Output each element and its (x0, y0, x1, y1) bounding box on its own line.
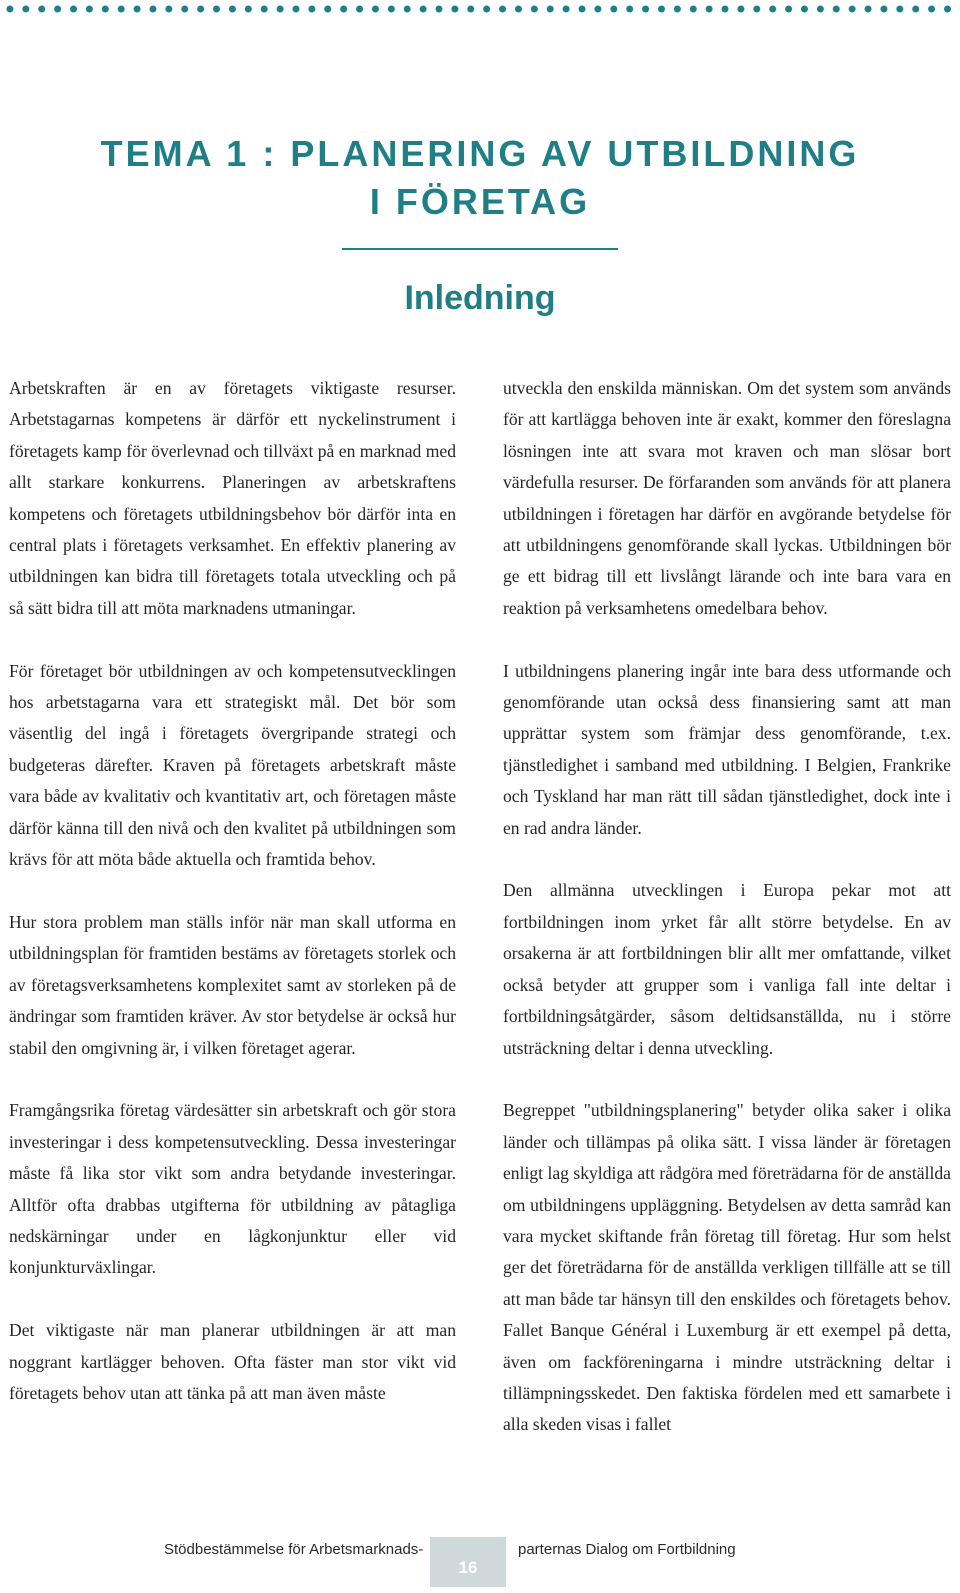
page-footer (0, 1533, 960, 1587)
page-title-line-1: TEMA 1 : PLANERING AV UTBILDNING (100, 133, 860, 174)
dotted-top-border (0, 2, 960, 16)
section-heading: Inledning (404, 279, 556, 317)
page-title (0, 130, 960, 226)
left-text-column (9, 373, 456, 1441)
paragraph: Den allmänna utvecklingen i Europa pekar mot att fortbildningen inom yrket får allt större betydelse. En av orsakerna är att fortbildningen blir allt mer omfattande, vilket också betyder att grupper som i vanliga fall inte deltar i fortbildningsåtgärder, såsom deltidsanställda, nu i större utsträckning deltar i denna utveckling. (503, 880, 951, 1058)
footer-right-text: parternas Dialog om Fortbildning (518, 1541, 736, 1558)
page-number: 16 (430, 1537, 506, 1587)
page-title-line-2: I FÖRETAG (369, 181, 591, 222)
paragraph: Framgångsrika företag värdesätter sin arbetskraft och gör stora investeringar i dess kompetensutveckling. Dessa investeringar måste få lika stor vikt som andra betydande investeringar. Alltför ofta drabbas utgifterna för utbildning av påtagliga nedskärningar under en lågkonjunktur eller vid konjunkturväxlingar. (9, 1100, 456, 1278)
paragraph: För företaget bör utbildningen av och kompetensutvecklingen hos arbetstagarna vara ett strategiskt mål. Det bör som väsentlig del ingå i företagets övergripande strategi och budgeteras därefter. Kraven på företagets arbetskraft måste vara både av kvalitativ och kvantitativ art, och företagen måste därför känna till den nivå och den kvalitet på utbildningen som krävs för att möta både aktuella och framtida behov. (9, 660, 456, 870)
paragraph: utveckla den enskilda människan. Om det system som används för att kartlägga behoven inte är exakt, kommer den föreslagna lösningen inte att svara mot kraven och man slösar bort värdefulla resurser. De förfaranden som används för att planera utbildningen i företagen har därför en avgörande betydelse för att utbildningens genomförande skall lyckas. Utbildningen bör ge ett bidrag till ett livslångt lärande och inte bara vara en reaktion på verksamhetens omedelbara behov. (503, 378, 951, 618)
paragraph: Hur stora problem man ställs inför när man skall utforma en utbildningsplan för framtiden bestäms av företagets storlek och av företagsverksamhetens komplexitet samt av storleken på de ändringar som framtiden kräver. Av stor betydelse är också hur stabil den omgivning är, i vilken företaget agerar. (9, 911, 456, 1058)
footer-left-text: Stödbestämmelse för Arbetsmarknads- (164, 1541, 424, 1558)
paragraph: I utbildningens planering ingår inte bara dess utformande och genomförande utan också dess finansiering samt att man upprättar system som främjar dess genomförande, t.ex. tjänstledighet i samband med utbildning. I Belgien, Frankrike och Tyskland har man rätt till sådan tjänstledighet, dock inte i en rad andra länder. (503, 660, 951, 838)
paragraph: Arbetskraften är en av företagets viktigaste resurser. Arbetstagarnas kompetens är därför ett nyckelinstrument i företagets kamp för överlevnad och tillväxt på en marknad med allt starkare konkurrens. Planeringen av arbetskraftens kompetens och företagets utbildningsbehov bör därför inta en central plats i företagets verksamhet. En effektiv planering av utbildningen kan bidra till företagets totala utveckling och på så sätt bidra till att möta marknadens utmaningar. (9, 378, 457, 618)
title-divider (342, 248, 618, 250)
paragraph: Det viktigaste när man planerar utbildningen är att man noggrant kartlägger behoven. Ofta fäster man stor vikt vid företagets behov utan att tänka på att man även måste (9, 1320, 456, 1403)
paragraph: Begreppet "utbildningsplanering" betyder olika saker i olika länder och tillämpas på olika sätt. I vissa länder är företagen enligt lag skyldiga att rådgöra med företrädarna för de anställda om utbildningens uppläggning. Betydelsen av detta samråd kan vara mycket skiftande från företag till företag. Hur som helst ger det företrädarna för de anställda verkligen tillfälle att se till att man både tar hänsyn till den enskildes och företagets behov. Fallet Banque Général i Luxemburg är ett exempel på detta, även om fackföreningarna i mindre utsträckning deltar i tillämpningsskedet. Den faktiska fördelen med ett samarbete i alla skeden visas i fallet (503, 1100, 951, 1435)
right-text-column (503, 373, 951, 1472)
